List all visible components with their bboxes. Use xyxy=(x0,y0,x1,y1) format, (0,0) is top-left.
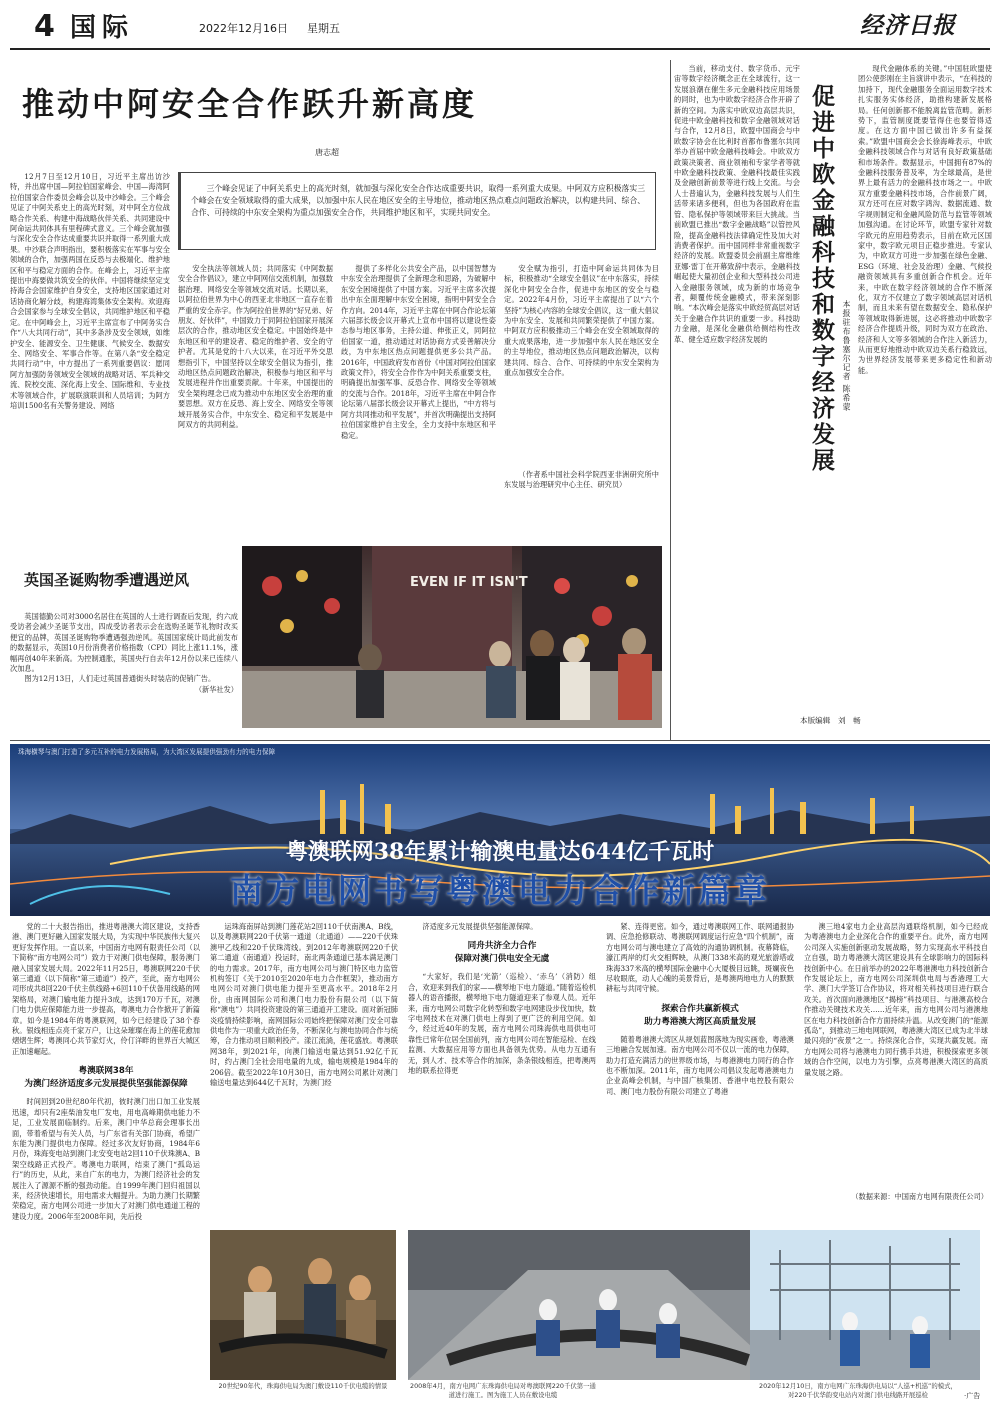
subheading-3: 探索合作共赢新模式 助力粤港澳大湾区高质量发展 xyxy=(644,1003,756,1027)
newspaper-logo: 经济日报 xyxy=(860,12,956,39)
column-text: 安全执法等领域人员；共同落实《中阿数据安全合作倡议》，建立中阿网信交流机制，加强数据治理、网络安全等领域交流对话。长期以来，以阿拉伯世界为中心的西亚北非地区一直存在着严重的安全赤字。作为阿拉伯世界的“好兄弟、好朋友、好伙伴”，中国致力于同阿拉伯国家开展深层次的合作，推动地区安全稳定。中国始终是中东地区和平的建设者、稳定的维护者、安全的守护者。尤其是党的十八大以来，在习近平外交思想指引下，中国坚持以全球安全倡议为指引，推动地区热点问题政治解决，积极参与地区和平与发展进程并作出重要贡献。十年来，中国提出的安全架构理念已成为推动中东地区安全治理的重要思想。双方在反恐、海上安全、网络安全等领域开展务实合作，中东安全、稳定和平发展是中阿双方的共同利益。 xyxy=(178,264,333,430)
cable-laying-2008-photo xyxy=(408,1230,788,1380)
issue-weekday: 星期五 xyxy=(307,22,340,35)
article-column-1 xyxy=(10,172,170,532)
article-column-4 xyxy=(606,922,794,1222)
article-byline-vertical: 本报驻布鲁塞尔记者 陈希蒙 xyxy=(842,300,851,412)
column-text: 党的二十大报告指出，推进粤港澳大湾区建设，支持香港、澳门更好融入国家发展大局，为实现中华民族伟大复兴更好发挥作用。一直以来，中国南方电网有限责任公司（以下简称“南方电网公司”）致力于对澳门供电保障，服务澳门融入国家发展大局。2022年11月25日，粤澳联网220千伏第三通道（以下简称“第三通道”）投产，至此，南方电网公司形成共8回220千伏主供线路+6回110千伏备用线路的网架格局，对澳门输电能力提升3成，达到170万千瓦，对澳门电力供应保障能力进一步提高，粤澳电力合作掀开了新篇章。如今是1984年的粤澳联网，如今已经建设了38个春秋。银线相连点亮千家万户，让这朵璀璨在海上的莲花愈加熠熠生辉；粤澳同心共节家灯火，伶仃洋畔的世界百大城区正加速崛起。 xyxy=(12,922,200,1056)
column-text: “大家好，我们是‘光箭’（巡检）、‘赤乌’（消防）组合，欢迎来到我们的家——横琴地下电力隧道。”随着巡检机器人的语音播报，横琴地下电力隧道迎来了参观人员。近年来，南方电网公司数字化转型和数字电网建设步伐加快，数字电网技术在对澳门供电上得到了更广泛的利用空间。如今，经过近40年的发展，南方电网公司珠海供电局供电可靠性已常年位居全国前列，南方电网公司在智能巡检、在线监测、大数据应用等方面也具备领先优势。从电力互通有无，到人才、技术等合作的加深，条条银线相连，把粤澳两地的联系拉得更 xyxy=(408,972,596,1076)
data-source: （数据来源：中国南方电网有限责任公司） xyxy=(851,1192,988,1201)
article-column-1 xyxy=(12,922,200,1396)
article-title-vertical: 促进中欧金融科技和数字经济发展 xyxy=(808,84,834,474)
article-column-5 xyxy=(804,922,988,1222)
substation-inspection-photo xyxy=(750,1230,980,1380)
uk-caption: 图为12月13日，人们走过英国普通街头时装店的促销广告。 xyxy=(24,674,216,684)
uk-body xyxy=(10,612,238,730)
lead-text: 三个峰会见证了中阿关系史上的高光时刻，就加强与深化安全合作达成重要共识，取得一系列重大成果。中阿双方应积极落实三个峰会在安全领域取得的重大成果，以加强中东人民在地区安全的主导地位，推动地区热点难点问题政治解决，以构建共同、综合、合作、可持续的中东安全架构为重点加强安全合作，共同维护地区和平，实现共同安全。 xyxy=(191,184,645,218)
photo-caption-2: 2008年4月，南方电网广东珠海供电局对粤澳联网220千伏第一通道进行施工。图为施工人员在敷设电缆 xyxy=(410,1382,596,1399)
column-text: 当前，移动支付、数字货币、元宇宙等数字经济概念正在全球流行，这一发展浪潮在催生多元金融科技应用场景的同时，也为中欧数字经济合作开辟了新的空间。为落实中欧双边高层共识，促进中欧金融科技和数字金融领域对话与合作，12月8日，欧盟中国商会与中欧数字协会在比利时首都布鲁塞尔共同举办首届中欧金融科技峰会。中欧双方政策决策者、商业领袖和专家学者等就中欧金融科技政策、金融科技最佳实践及金融创新前景等进行线上交流。与会人士普遍认为，金融科技发展与人们生活带来诸多便利，但也为各国政府在监管、隐私保护等领域带来巨大挑战。当前欧盟已推出“数字金融战略”以管控风险，提高金融科技法律确定性及加大对消费者保护。而中国同样非常重视数字经济的发展。欧盟委员会前副主席维维亚娜·雷丁在开幕致辞中表示，金融科技崛起使大量初创企业和大型科技公司进入金融服务领域，成为新的市场竞争者，颠覆传统金融模式，带来深刻影响。“本次峰会是落实中欧经贸高层对话关于金融合作共识的重要一步。科技助力金融，是深化金融供给侧结构性改革、健全适应数字经济发展的 xyxy=(674,64,800,344)
column-text: 提供了多样化公共安全产品，以中国智慧为中东安全治理提供了全新理念和思路，为破解中东安全困境提供了中国方案。习近平主席多次提出中东全面理解中东安全困境，指明中阿安全合作方向。2014年，习近平主席在中阿合作论坛第六届部长级会议开幕式上宣布中国将以建设性姿态参与地区事务，主持公道、伸张正义，同阿拉伯国家一道，推动通过对话协商方式妥善解决分歧，为中东地区热点问题提供更多公共产品。2016年，中国政府发布首份《中国对阿拉伯国家政策文件》，将安全合作作为中阿关系重要支柱，明确提出加强军事、反恐合作、网络安全等领域的交流与合作。2018年，习近平主席在中阿合作论坛第八届部长级会议开幕式上提出，“中方将与阿方共同推动和平发展”，并首次明确提出支持阿拉伯国家维护自主安全，全力支持中东地区和平稳定。 xyxy=(341,264,496,440)
photo-caption: 珠海横琴与澳门打造了多元互补的电力发展格局，为大湾区发展提供强劲有力的电力保障 xyxy=(18,748,276,756)
column-text: 紧、连得更密。如今，通过粤澳联网工作、联网通报协调、应急抢修联动、粤澳联网调度运行应急“四个机制”，南方电网公司与澳电建立了高效的沟通协调机制。夜幕降临，濠江两岸的灯火交相辉映，从澳门338米高的观光旅游塔或珠海337米高的横琴国际金融中心大厦极目远眺，斑斓夜色尽收眼底，动人心魄的美景背后，是粤澳两地电力人的默默耕耘与共同守候。 xyxy=(606,922,794,994)
uk-credit: （新华社发） xyxy=(194,684,238,694)
column-text: 现代金融体系的关键。”中国驻欧盟使团公使彭刚在主旨演讲中表示，“在科技的加持下，现代金融服务全面运用数字技术扎实服务实体经济，助推构建新发展格局。任何创新都不能脱离监管范畴。新形势下，监管制度既要管得住也要管得适度。在这方面中国已做出许多有益探索。”欧盟中国商会会长徐海峰表示，中欧金融科技领域合作与对话有良好政策基础和市场条件。数据显示，中国拥有87%的金融科技服务普及率，为全球最高，是世界上最有活力的金融科技市场之一。中欧双方重要金融科技市场，合作前景广阔，双方还可在应对数字鸿沟、数据流通、数字规则制定和金融风险防范与监管等领域加强沟通。在讨论环节，欧盟专家针对数字欧元的应用趋势表示，目前在欧元区国家中，数字欧元项目正稳步推进。专家认为，中欧双方可进一步加强在绿色金融、ESG（环境、社会及治理）金融、气候投融资领域具有多重创新合作机会。近年来，中欧在数字经济领域的合作不断深化，双方不仅建立了数字领域高层对话机制，而且未来有望在数据安全、隐私保护等领域取得新进展，这必将推动中欧数字经济合作提质升级，同时为双方在政治、经济和人文等多领域的合作注入新活力，从而更好地推动中欧双边关系行稳致远，为世界经济发展带来更多稳定性和新动能。 xyxy=(858,64,992,375)
section-name: 国际 xyxy=(70,13,135,43)
article-title: 推动中阿安全合作跃升新高度 xyxy=(22,85,478,123)
author-note: （作者系中国社会科学院西亚非洲研究所中东发展与治理研究中心主任、研究员） xyxy=(504,470,659,490)
column-text: 运珠海南屏站到澳门莲花站2回110千伏南澳A、B线，以及粤澳联网220千伏第一通道（北通道）——220千伏珠澳甲乙线和220千伏珠湾线。到2012年粤澳联网220千伏第二通道（南通道）投运时，南北两条通道已基本满足澳门的电力需求。2017年，南方电网公司与澳门特区电力监管机构签订《关于2010至2020年电力合作框架》，推动南方电网公司对澳门供电能力提升至更高水平。2018年2月份，由南网国际公司和澳门电力股份有限公司（以下简称“澳电”）共同投资建设的第三通道开工建设。面对新冠肺炎疫情持续影响，南网国际公司始终把保障对澳门安全可靠供电作为一项重大政治任务，不断深化与澳电协同合作与统筹，合力推动项目顺利投产。漾江流淌，莲花盛放。粤澳联网38年，到2021年，向澳门输送电量达到51.92亿千瓦时，约占澳门全社会用电量的九成，输电规模是1984年的206倍。截至2022年10月30日，南方电网公司累计对澳门输送电量达到644亿千瓦时，为澳门经 xyxy=(210,922,398,1088)
issue-date: 2022年12月16日 xyxy=(199,22,288,35)
christmas-shopping-photo xyxy=(242,546,662,728)
subheading-2: 同舟共济全力合作 保障对澳门供电安全无虞 xyxy=(454,941,550,965)
article-title: 英国圣诞购物季遭遇逆风 xyxy=(24,571,190,589)
column-text: 12月7日至12月10日，习近平主席出访沙特，并出席中国—阿拉伯国家峰会、中国—海湾阿拉伯国家合作委员会峰会以及中沙峰会。三个峰会见证了中阿关系史上的高光时刻，对中阿全方位战略合作关系、构建中海战略伙伴关系、共同建设中阿命运共同体具有里程碑式意义。三个峰会就加强与深化安全合作达成重要共识并取得一系列重大成果。中沙联合声明指出，要积极落实在军事与安全领域的合作，加强两国在反恐与去极端化、维护地区和平与稳定方面的合作。在峰会上，习近平主席提出中海要做共筑安全的伙伴。中国将继续坚定支持海合会国家维护自身安全，支持地区国家通过对话协商化解分歧，构建海湾集体安全架构。欢迎海合会国家参与全球安全倡议，共同维护地区和平稳定。在中阿峰会上，习近平主席宣布了中阿务实合作“八大共同行动”，其中多条涉及安全领域，如维护安全、能源安全、卫生健康、气候安全、数据安全、网络安全、军事合作等。在第八条“安全稳定共同行动”中，中方提出了一系列重要倡议：愿同阿方加强防务领域安全领域的战略对话、军兵种交流、院校交流、深化海上安全、国际维和、专业技术等领域合作，扩展联演联训和人员培训；为阿方培训1500名有关警务建设、网络 xyxy=(10,172,170,410)
zhuhai-macau-night-photo xyxy=(10,744,990,916)
article-column-3 xyxy=(341,264,496,532)
masthead xyxy=(0,0,1000,52)
masthead-rule xyxy=(10,48,990,50)
column-text: 时间回到20世纪80年代初，彼时澳门出口加工业发展迅速，却只有2座柴油发电厂发电，用电高峰期供电能力不足，工业发展面临制约。后来，澳门中华总商会理事长出面，带着希望与有关人员，与广东省有关部门协商，希望广东能为澳门提供电力保障。经过多次友好协商，1984年6月份，珠海变电站到澳门北安变电站2回110千伏珠澳A、B架空线路正式投产。粤澳电力联网，结束了澳门“孤岛运行”的历史，从此，来自广东的电力，为澳门经济社会的发展注入了源源不断的强劲动能。自1999年澳门回归祖国以来，经济快速增长，用电需求大幅提升。为助力澳门长期繁荣稳定，南方电网公司进一步加大了对澳门供电通道工程的建设力度。2006年至2008年间，先后投 xyxy=(12,1097,200,1221)
photo-caption-3: 2020年12月10日，南方电网广东珠海供电局以“人巡+机巡”的模式，对220千伏华韵变电站内对澳门供电线路开展巡检 xyxy=(759,1382,957,1399)
article-sino-eu-fintech xyxy=(674,60,992,740)
article-column-3 xyxy=(408,922,596,1222)
article-column-1 xyxy=(674,64,800,732)
article-byline: 唐志超 xyxy=(315,148,339,157)
column-divider xyxy=(670,60,671,740)
article-power-grid xyxy=(10,744,990,1412)
photo-caption-1: 20世纪90年代，珠海供电局为澳门敷设110千伏电缆的情景 xyxy=(218,1382,388,1390)
column-text: 随着粤港澳大湾区从规划蓝图落地为现实画卷，粤港澳三地融合发展加速。南方电网公司不仅以一流的电力保障，助力打造充满活力的世界级市场，与粤港澳电力同行的合作也不断加深。2011年，南方电网公司倡议发起粤港澳电力企业高峰会机制，与中国广核集团、香港中电控股有限公司、澳门电力股份有限公司建立了粤港 xyxy=(606,1034,794,1096)
uk-body-text: 英国德勤公司对3000名居住在英国的人士进行调查后发现，约六成受访者会减少圣诞节支出，四成受访者表示会在选购圣诞节礼物时改买便宜的品牌，英国圣诞购物季遭遇强劲逆风。英国国家统计局此前发布的数据显示，英国10月份消费者价格指数（CPI）同比上涨11.1%，涨幅再创40年来新高。为控制通胀，英国央行自去年12月份以来已连续八次加息。 xyxy=(10,612,238,674)
article-security-cooperation xyxy=(10,56,668,536)
page-number: 4 xyxy=(34,9,55,44)
article-title: 南方电网书写粤澳电力合作新篇章 xyxy=(230,871,770,910)
subheading-1: 粤澳联网38年 为澳门经济适度多元发展提供坚强能源保障 xyxy=(24,1066,188,1090)
article-uk-christmas xyxy=(10,540,668,735)
article-column-2 xyxy=(178,264,333,532)
article-column-2 xyxy=(858,64,992,710)
cable-laying-1990s-photo xyxy=(210,1230,396,1380)
page-editor: 本版编辑 刘 畅 xyxy=(800,716,861,725)
ad-mark: ·广告 xyxy=(964,1392,981,1400)
column-text: 安全赋为指引，打造中阿命运共同体为目标，积极推动“全球安全倡议”在中东落实，持续深化中阿安全合作，促进中东地区的安全与稳定。2022年4月份，习近平主席提出了以“六个坚持”为核心内容的全球安全倡议，这一重大倡议为中东安全、发展和共同繁荣提供了中国方案。中阿双方应积极推动三个峰会在安全领域取得的重大成果落地，进一步加强中东人民在地区安全的主导地位，推动地区热点问题政治解决，以构建共同、综合、合作、可持续的中东安全架构为重点加强安全合作。 xyxy=(504,264,659,378)
store-poster-text: EVEN IF IT ISN'T xyxy=(410,575,528,590)
lead-box xyxy=(178,172,656,250)
section-rule xyxy=(10,740,990,741)
column-text: 澳三地4家电力企业高层沟通联络机制，如今已经成为粤港澳电力企业深化合作的重要平台。此外，南方电网公司深入实施创新驱动发展战略，努力实现高水平科技自立自强，助力粤港澳大湾区建设具有全球影响力的国际科技创新中心。在日前举办的2022年粤港澳电力科技创新合作发展论坛上，南方电网公司深圳供电局与香港理工大学、澳门大学签订合作协议，将对相关科技项目进行联合攻关。首次面向港澳地区“揭榜”科技项目、与港澳高校合作推动关键技术攻关……近年来，南方电网公司与港澳地区在电力科技创新合作方面持续升温。从改变澳门的“能源孤岛”，到推动三地电网联网，粤港澳大湾区已成为北半球最闪亮的“夜景”之一。持续深化合作，实现共赢发展。南方电网公司将与港澳电力同行携手共进，积极探索更多领域的合作空间，以电力为引擎，点亮粤港澳大湾区的高质量发展之路。 xyxy=(804,922,988,1077)
article-column-4 xyxy=(504,264,659,532)
article-subtitle: 粤澳联网38年累计输澳电量达644亿千瓦时 xyxy=(285,839,715,865)
column-text: 济适度多元发展提供坚强能源保障。 xyxy=(422,922,538,931)
